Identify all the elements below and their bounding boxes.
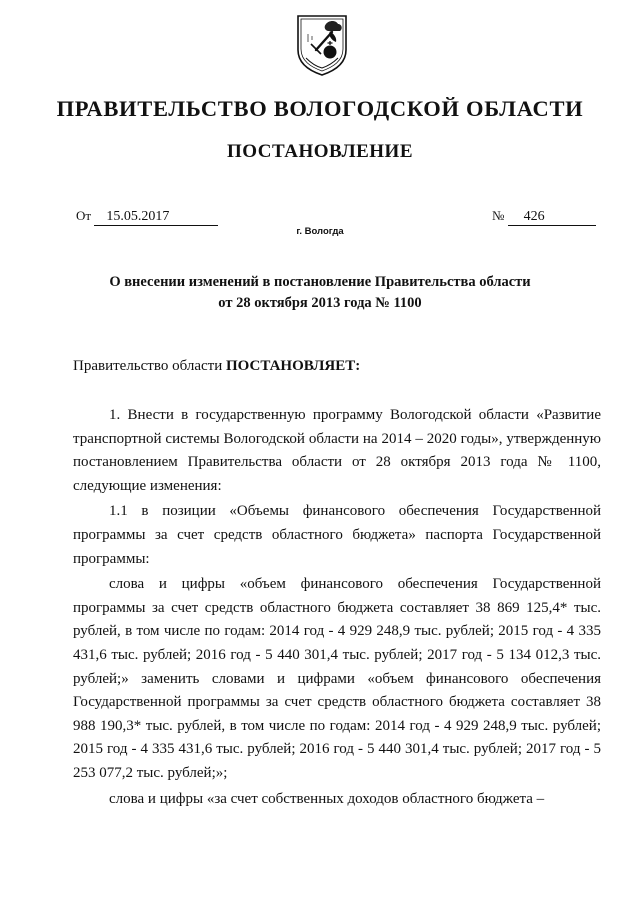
number-prefix: № bbox=[492, 208, 505, 223]
paragraph-continuation: слова и цифры «за счет собственных доходов областного бюджета – bbox=[109, 790, 545, 807]
paragraph-item-1: 1. Внести в государственную программу Вологодской области «Развитие транспортной системы Вологодской области на 2014 – 2020 годы», утвержденную постановлением Правительства области от 28 октября 2013 года № 1100, следующие изменения: bbox=[73, 407, 601, 494]
paragraph-replacement: слова и цифры «объем финансового обеспечения Государственной программы за счет средств областного бюджета составляет 38 869 125,4* тыс. рублей, в том числе по годам: 2014 год - 4 929 248,9 тыс. рублей; 2015 год - 4 335 431,6 тыс. рублей; 2016 год - 5 440 301,4 тыс. рублей; 2017 год - 5 134 012,3 тыс. рублей;» заменить словами и цифрами «объем финансового обеспечения Государственной программы за счет средств областного бюджета составляет 38 988 190,3* тыс. рублей, в том числе по годам: 2014 год - 4 929 248,9 тыс. рублей; 2015 год - 4 335 431,6 тыс. рублей; 2016 год - 5 440 301,4 тыс. рублей; 2017 год - 5 253 077,2 тыс. рублей;»; bbox=[73, 576, 601, 781]
preamble-emphasis: ПОСТАНОВЛЯЕТ: bbox=[225, 358, 361, 374]
preamble-text: Правительство области bbox=[73, 358, 226, 374]
subject-line-1: О внесении изменений в постановление Правительства области bbox=[109, 274, 531, 290]
government-title: ПРАВИТЕЛЬСТВО ВОЛОГОДСКОЙ ОБЛАСТИ bbox=[56, 96, 584, 121]
document-body bbox=[73, 404, 601, 811]
document-date-row bbox=[76, 208, 218, 226]
date-prefix: От bbox=[76, 208, 92, 223]
coat-of-arms-icon bbox=[296, 14, 348, 76]
document-subject bbox=[80, 272, 560, 314]
paragraph-item-1-1: 1.1 в позиции «Объемы финансового обеспечения Государственной программы за счет средств областного бюджета» паспорта Государственной программы: bbox=[73, 503, 601, 567]
document-city: г. Вологда bbox=[296, 226, 344, 237]
preamble bbox=[73, 355, 601, 379]
document-type: ПОСТАНОВЛЕНИЕ bbox=[226, 141, 414, 162]
document-number: 426 bbox=[508, 209, 596, 226]
document-date: 15.05.2017 bbox=[94, 209, 218, 226]
subject-line-2: от 28 октября 2013 года № 1100 bbox=[218, 295, 422, 311]
document-number-row bbox=[492, 208, 596, 226]
